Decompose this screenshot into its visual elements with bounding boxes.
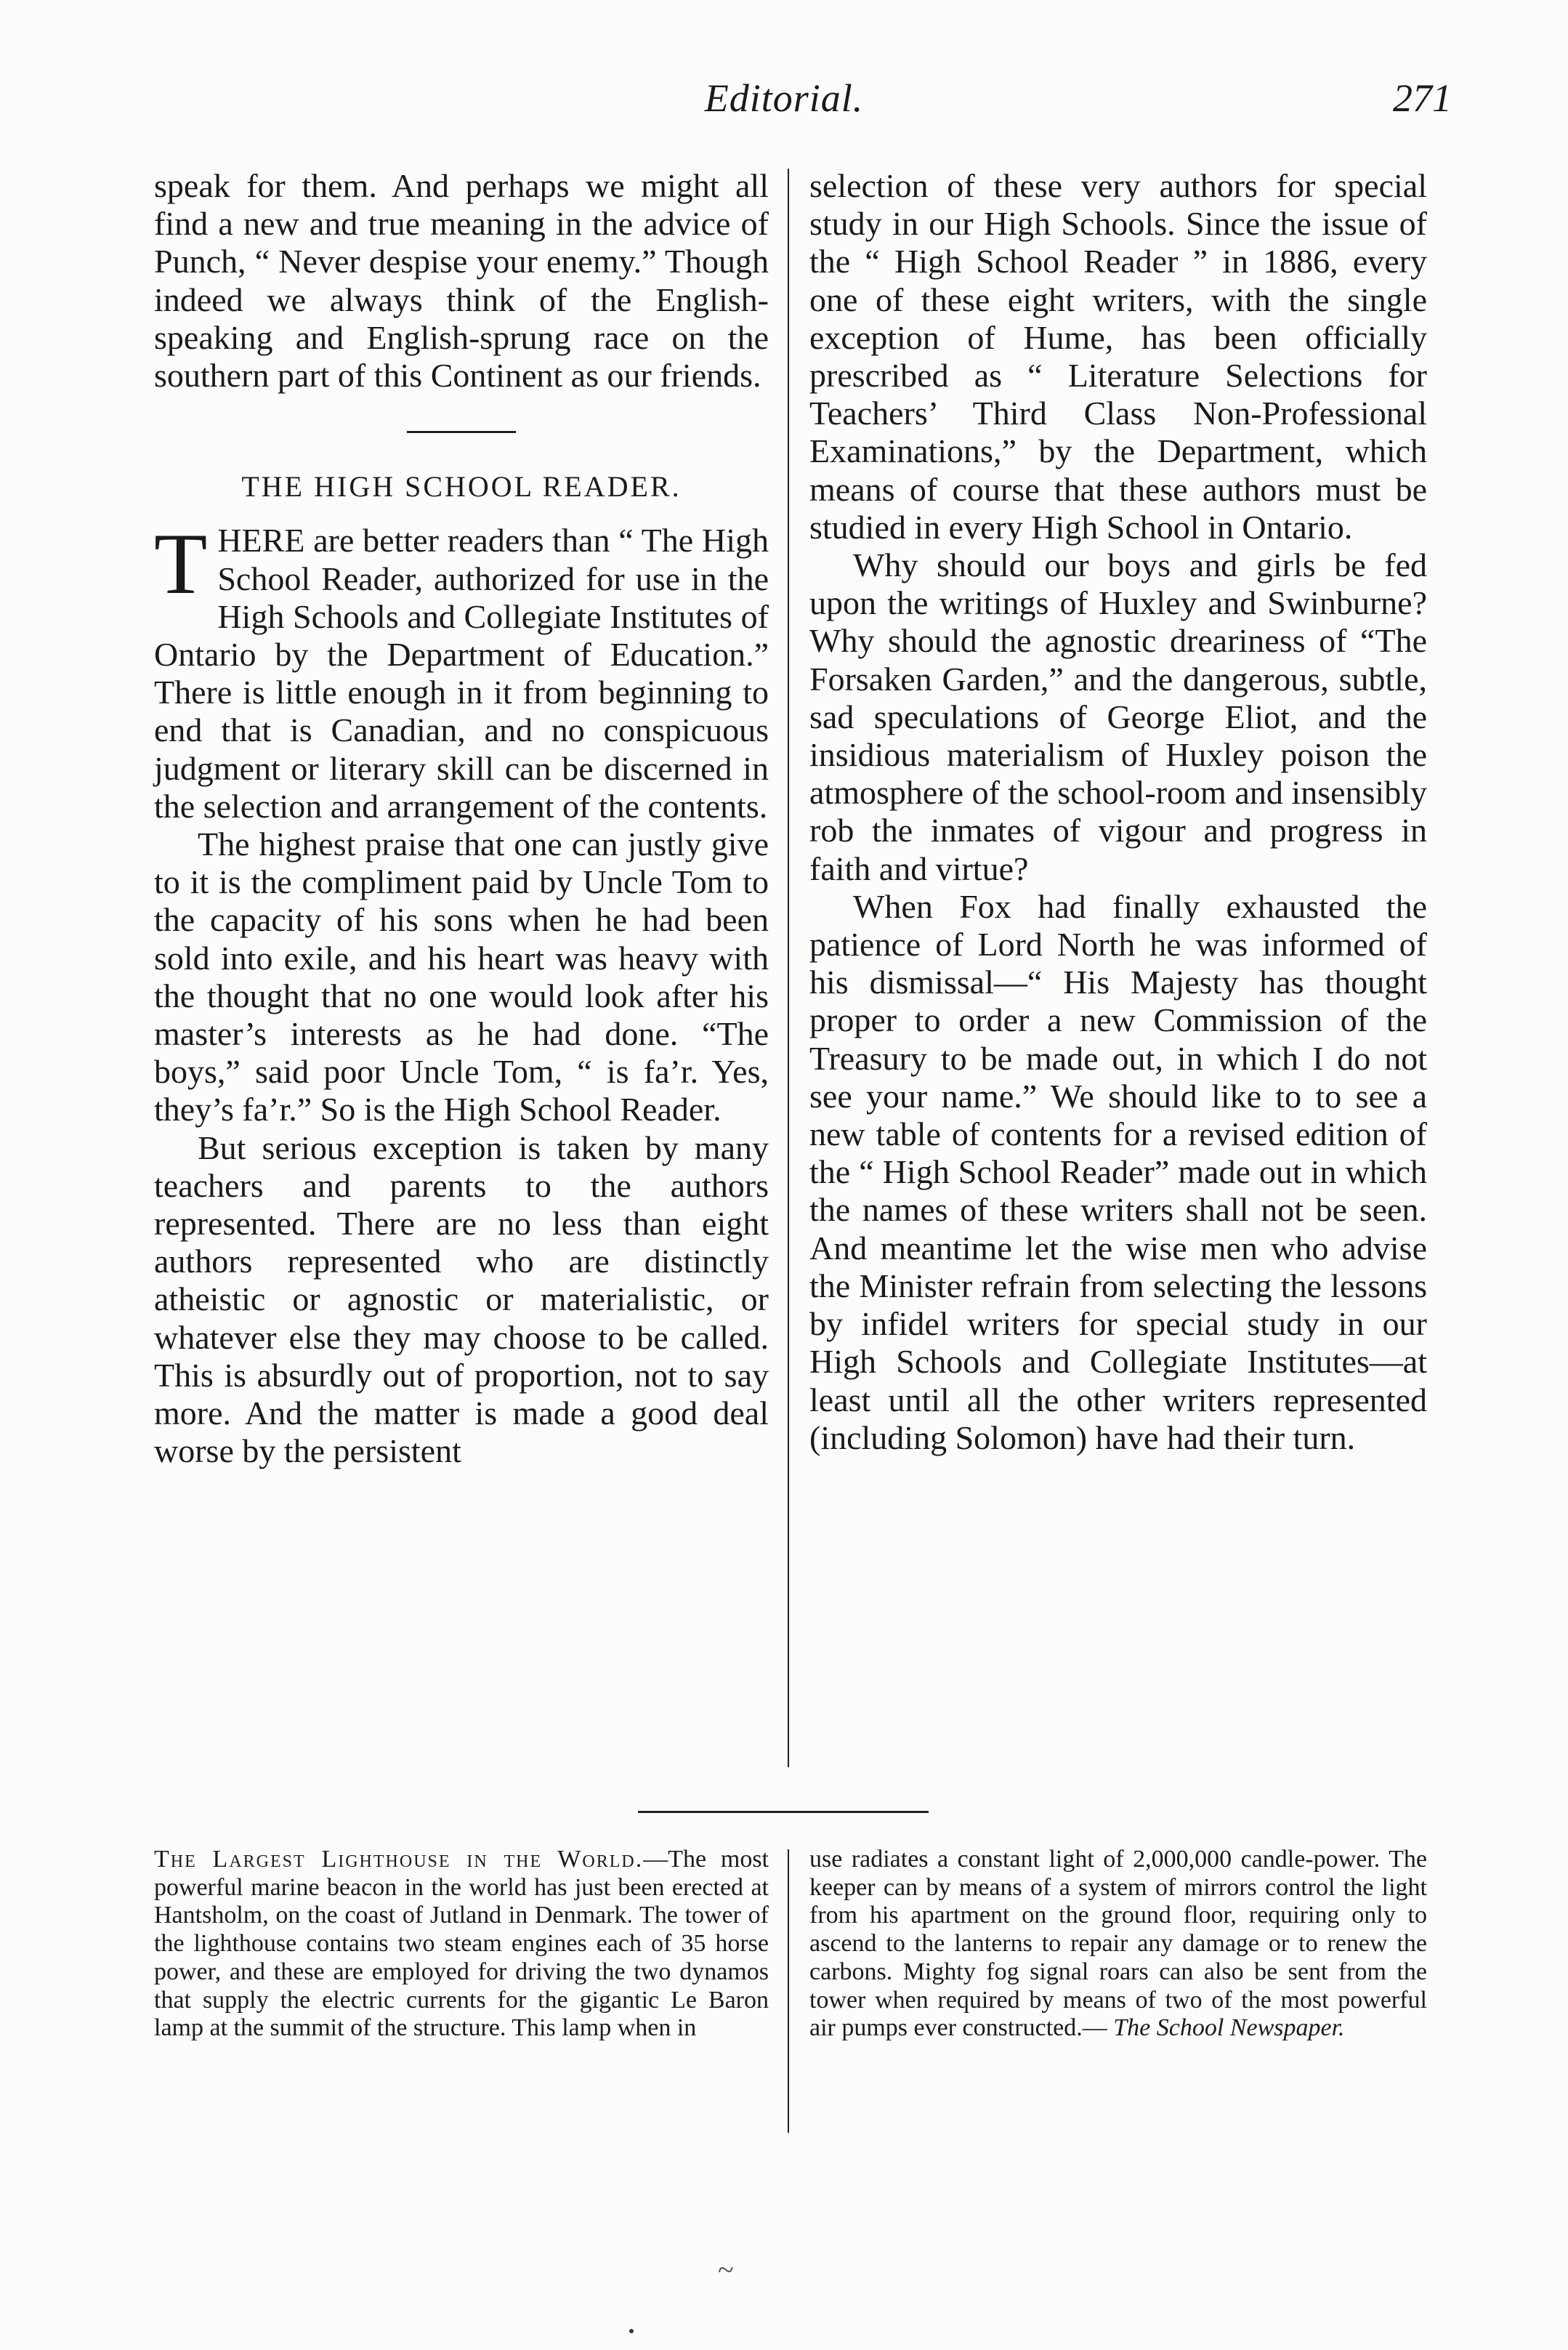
- note-source: The School Newspaper.: [1113, 2014, 1345, 2042]
- note-paragraph: [809, 1846, 1427, 2043]
- left-column: [154, 167, 769, 1471]
- column-divider: [788, 169, 789, 1767]
- article-paragraph: But serious exception is taken by many teachers and parents to the authors represented. There are no less than eight authors represented who are distinctly atheistic or agnostic or materialistic, or whatever else they may choose to be called. This is absurdly out of proportion, not to say more. And the matter is made a good deal worse by the persistent: [154, 1128, 769, 1470]
- article-paragraph: When Fox had finally exhausted the patience of Lord North he was informed of his dismissal—“ His Majesty has thought proper to order a new Commission of the Treasury to be made out, in which I do not see your name.” We should like to to see a new table of contents for a revised edition of the “ High School Reader” made out in which the names of these writers shall not be seen. And meantime let the wise men who advise the Minister refrain from selecting the lessons by infidel writers for special study in our High Schools and Collegiate Institutes—at least until all the other writers represented (including Solomon) have had their turn.: [809, 887, 1427, 1456]
- note-title: The Largest Lighthouse in the World.: [154, 1846, 644, 1873]
- note-text: use radiates a constant light of 2,000,000 candle-power. The keeper can by means of a system of mirrors control the light from his apartment on the ground floor, requiring only to ascend to the lanterns to repair any damage or to renew the carbons. Mighty fog signal roars can also be sent from the tower when required by means of two of the most powerful air pumps ever constructed.—: [809, 1846, 1427, 2042]
- lighthouse-note-right: [809, 1846, 1427, 2043]
- section-heading: THE HIGH SCHOOL READER.: [241, 470, 682, 504]
- page-number: 271: [1393, 76, 1452, 120]
- note-text: —The most powerful marine beacon in the world has just been erected at Hantsholm, on the coast of Jutland in Denmark. The tower of the lighthouse contains two steam engines each of 35 horse power, and these are employed for driving the two dynamos that supply the electric currents for the gigantic Le Baron lamp at the summit of the structure. This lamp when in: [154, 1846, 769, 2042]
- footer-mark: ~: [718, 2253, 734, 2286]
- lighthouse-note-left: [154, 1846, 769, 2043]
- section-divider: [407, 431, 516, 433]
- article-paragraph: Why should our boys and girls be fed upon the writings of Huxley and Swinburne? Why should the agnostic dreariness of “The Forsaken Garden,” and the dangerous, subtle, sad speculations of George Eliot, and the insidious materialism of Huxley poison the atmosphere of the school-room and insensibly rob the inmates of vigour and progress in faith and virtue?: [809, 546, 1427, 887]
- article-paragraph: The highest praise that one can justly give to it is the compliment paid by Uncle Tom to the capacity of his sons when he had been sold into exile, and his heart was heavy with the thought that no one would look after his master’s interests as he had done. “The boys,” said poor Uncle Tom, “ is fa’r. Yes, they’s fa’r.” So is the High School Reader.: [154, 825, 769, 1128]
- running-title: Editorial.: [704, 76, 864, 120]
- article-end-rule: [638, 1811, 929, 1813]
- right-column: [809, 167, 1427, 1457]
- page-header: [0, 76, 1568, 134]
- note-column-divider: [788, 1849, 789, 2133]
- footer-dot: [629, 2329, 634, 2333]
- article-paragraph: selection of these very authors for special study in our High Schools. Since the issue of the “ High School Reader ” in 1886, every one of these eight writers, with the single exception of Hume, has been officially prescribed as “ Literature Selections for Teachers’ Third Class Non-Professional Examinations,” by the Department, which means of course that these authors must be studied in every High School in Ontario.: [809, 167, 1427, 546]
- note-paragraph: [154, 1846, 769, 2043]
- article-paragraph-text: HERE are better readers than “ The High School Reader, authorized for use in the High Schools and Collegiate Institutes of Ontario by the Department of Education.” There is little enough in it from beginning to end that is Canadian, and no conspicuous judgment or literary skill can be discerned in the selection and arrangement of the contents.: [154, 522, 769, 825]
- article-paragraph: [154, 515, 769, 825]
- continued-paragraph: speak for them. And perhaps we might all find a new and true meaning in the advice of Punch, “ Never despise your enemy.” Though indeed we always think of the English-speaking and English-sprung race on the southern part of this Continent as our friends.: [154, 167, 769, 395]
- drop-cap: T: [154, 515, 208, 613]
